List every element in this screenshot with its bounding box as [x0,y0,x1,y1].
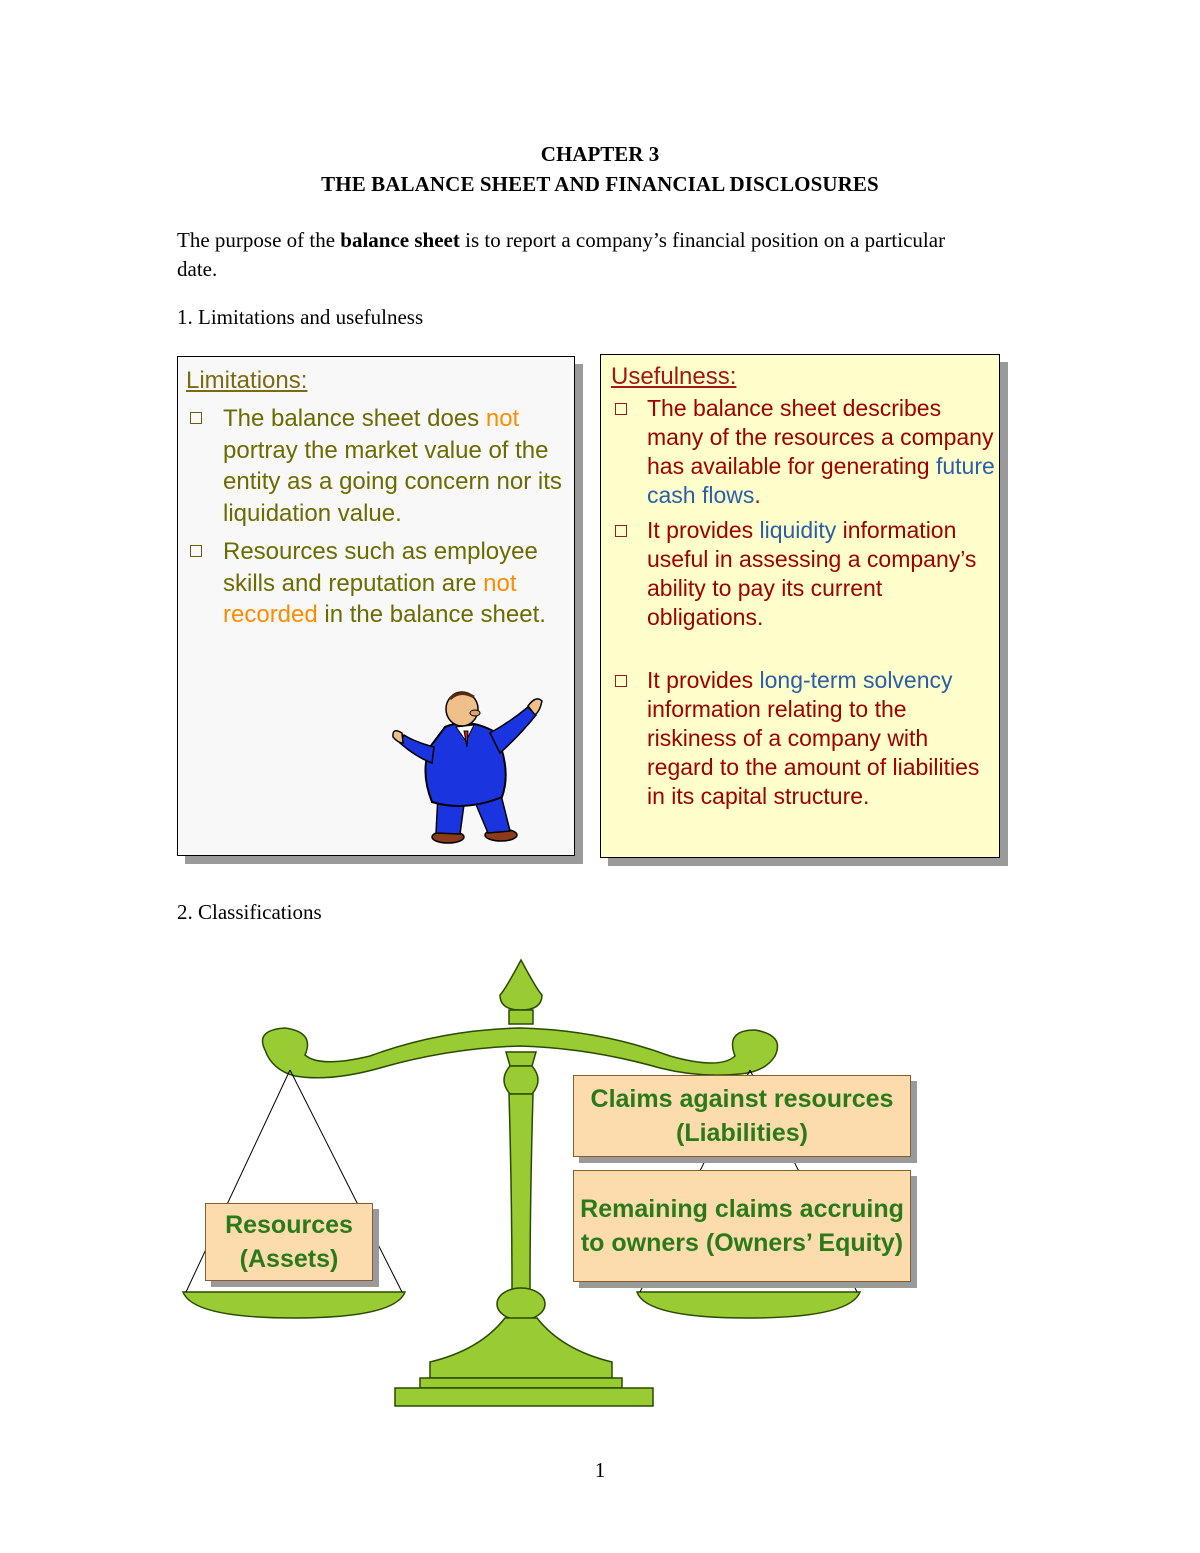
lim-b1-text-b: portray the market value of the entity as a going concern nor its liquidation value. [223,436,562,527]
equity-label: Remaining claims accruing to owners (Owners’ Equity) [580,1195,904,1257]
chapter-title: THE BALANCE SHEET AND FINANCIAL DISCLOSURES [321,172,879,196]
equity-box [573,1170,911,1282]
liabilities-box [573,1075,911,1157]
use-b3-text-a: It provides [647,667,760,693]
lim-b2-text-a: Resources such as employee skills and reputation are [223,538,538,597]
use-b2-text-a: It provides [647,517,760,543]
assets-label: Resources (Assets) [225,1211,353,1273]
use-b1-text-b: . [754,482,761,508]
page-number: 1 [594,1458,606,1482]
lim-b1-text-a: The balance sheet does [223,405,486,432]
use-b1-highlight: future cash flows [647,453,995,508]
use-b3-highlight: long-term solvency [759,667,953,693]
lim-b1-highlight: not [485,405,520,432]
use-b2-text-b: information useful in assessing a company’s ability to pay its current obligations. [647,517,977,630]
lim-b2-text-b: in the balance sheet. [317,601,546,628]
intro-text-end: is to report a company’s financial position on a particular date. [177,228,946,281]
limitations-title: Limitations: [186,367,308,394]
section-heading-limitations: 1. Limitations and usefulness [177,305,424,329]
section-heading-classifications: 2. Classifications [177,900,322,924]
assets-box [205,1203,373,1281]
liabilities-label: Claims against resources (Liabilities) [590,1085,894,1147]
use-b3-text-b: information relating to the riskiness of a company with regard to the amount of liabilities in its capital structure. [647,696,980,809]
intro-text-start: The purpose of the [177,228,341,252]
use-b2-highlight: liquidity [759,517,837,543]
chapter-number: CHAPTER 3 [540,142,660,166]
lim-b2-highlight: not recorded [223,569,517,628]
use-b1-text-a: The balance sheet describes many of the resources a company has available for generating [647,395,994,479]
intro-bold-term: balance sheet [340,228,460,252]
usefulness-title: Usefulness: [611,363,737,390]
